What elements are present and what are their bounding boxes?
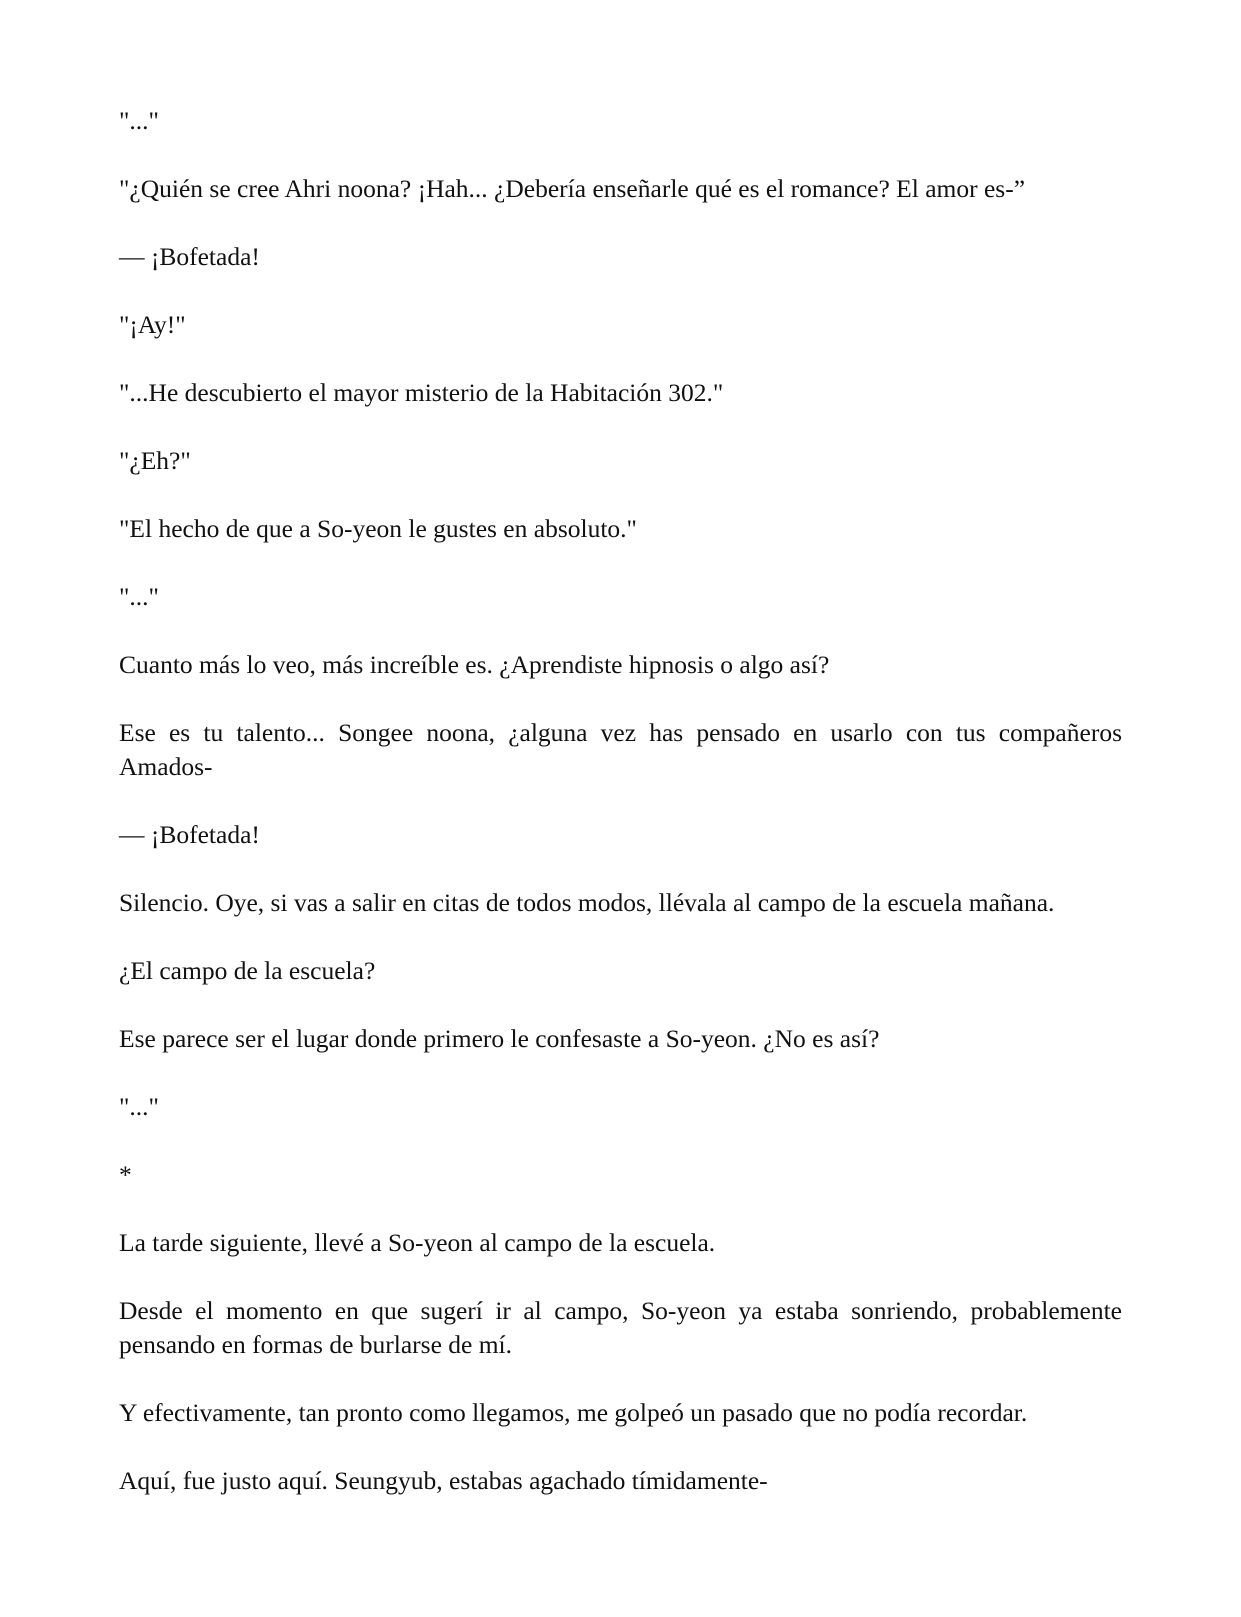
- paragraph-slap-sound: — ¡Bofetada!: [119, 820, 260, 849]
- paragraph-narration: Ese parece ser el lugar donde primero le confesaste a So-yeon. ¿No es así?: [119, 1024, 880, 1053]
- paragraph-dialogue-ahri: "¿Quién se cree Ahri noona? ¡Hah... ¿Debería enseñarle qué es el romance? El amor es-”: [119, 174, 1026, 203]
- paragraph-narration: Desde el momento en que sugerí ir al campo, So-yeon ya estaba sonriendo, probablemente pensando en formas de burlarse de mí.: [119, 1296, 1122, 1359]
- scene-break-asterisk: *: [119, 1160, 132, 1189]
- paragraph-narration: Silencio. Oye, si vas a salir en citas de todos modos, llévala al campo de la escuela mañana.: [119, 888, 1055, 917]
- paragraph-dialogue-eh: "¿Eh?": [119, 446, 191, 475]
- document-page: [119, 104, 1122, 1498]
- paragraph-narration: Ese es tu talento... Songee noona, ¿alguna vez has pensado en usarlo con tus compañeros Amados-: [119, 718, 1122, 781]
- paragraph-narration: La tarde siguiente, llevé a So-yeon al campo de la escuela.: [119, 1228, 716, 1257]
- paragraph-narration: Y efectivamente, tan pronto como llegamos, me golpeó un pasado que no podía recordar.: [119, 1398, 1028, 1427]
- paragraph-dialogue-ellipsis: "...": [119, 582, 159, 611]
- paragraph-slap-sound: — ¡Bofetada!: [119, 242, 260, 271]
- paragraph-narration: Aquí, fue justo aquí. Seungyub, estabas agachado tímidamente-: [119, 1466, 768, 1495]
- paragraph-narration: ¿El campo de la escuela?: [119, 956, 376, 985]
- paragraph-dialogue-ellipsis: "...": [119, 1092, 159, 1121]
- paragraph-dialogue-ellipsis: "...": [119, 106, 159, 135]
- paragraph-dialogue-fact: "El hecho de que a So-yeon le gustes en absoluto.": [119, 514, 637, 543]
- paragraph-dialogue-ouch: "¡Ay!": [119, 310, 186, 339]
- paragraph-dialogue-mystery: "...He descubierto el mayor misterio de la Habitación 302.": [119, 378, 724, 407]
- paragraph-narration: Cuanto más lo veo, más increíble es. ¿Aprendiste hipnosis o algo así?: [119, 650, 830, 679]
